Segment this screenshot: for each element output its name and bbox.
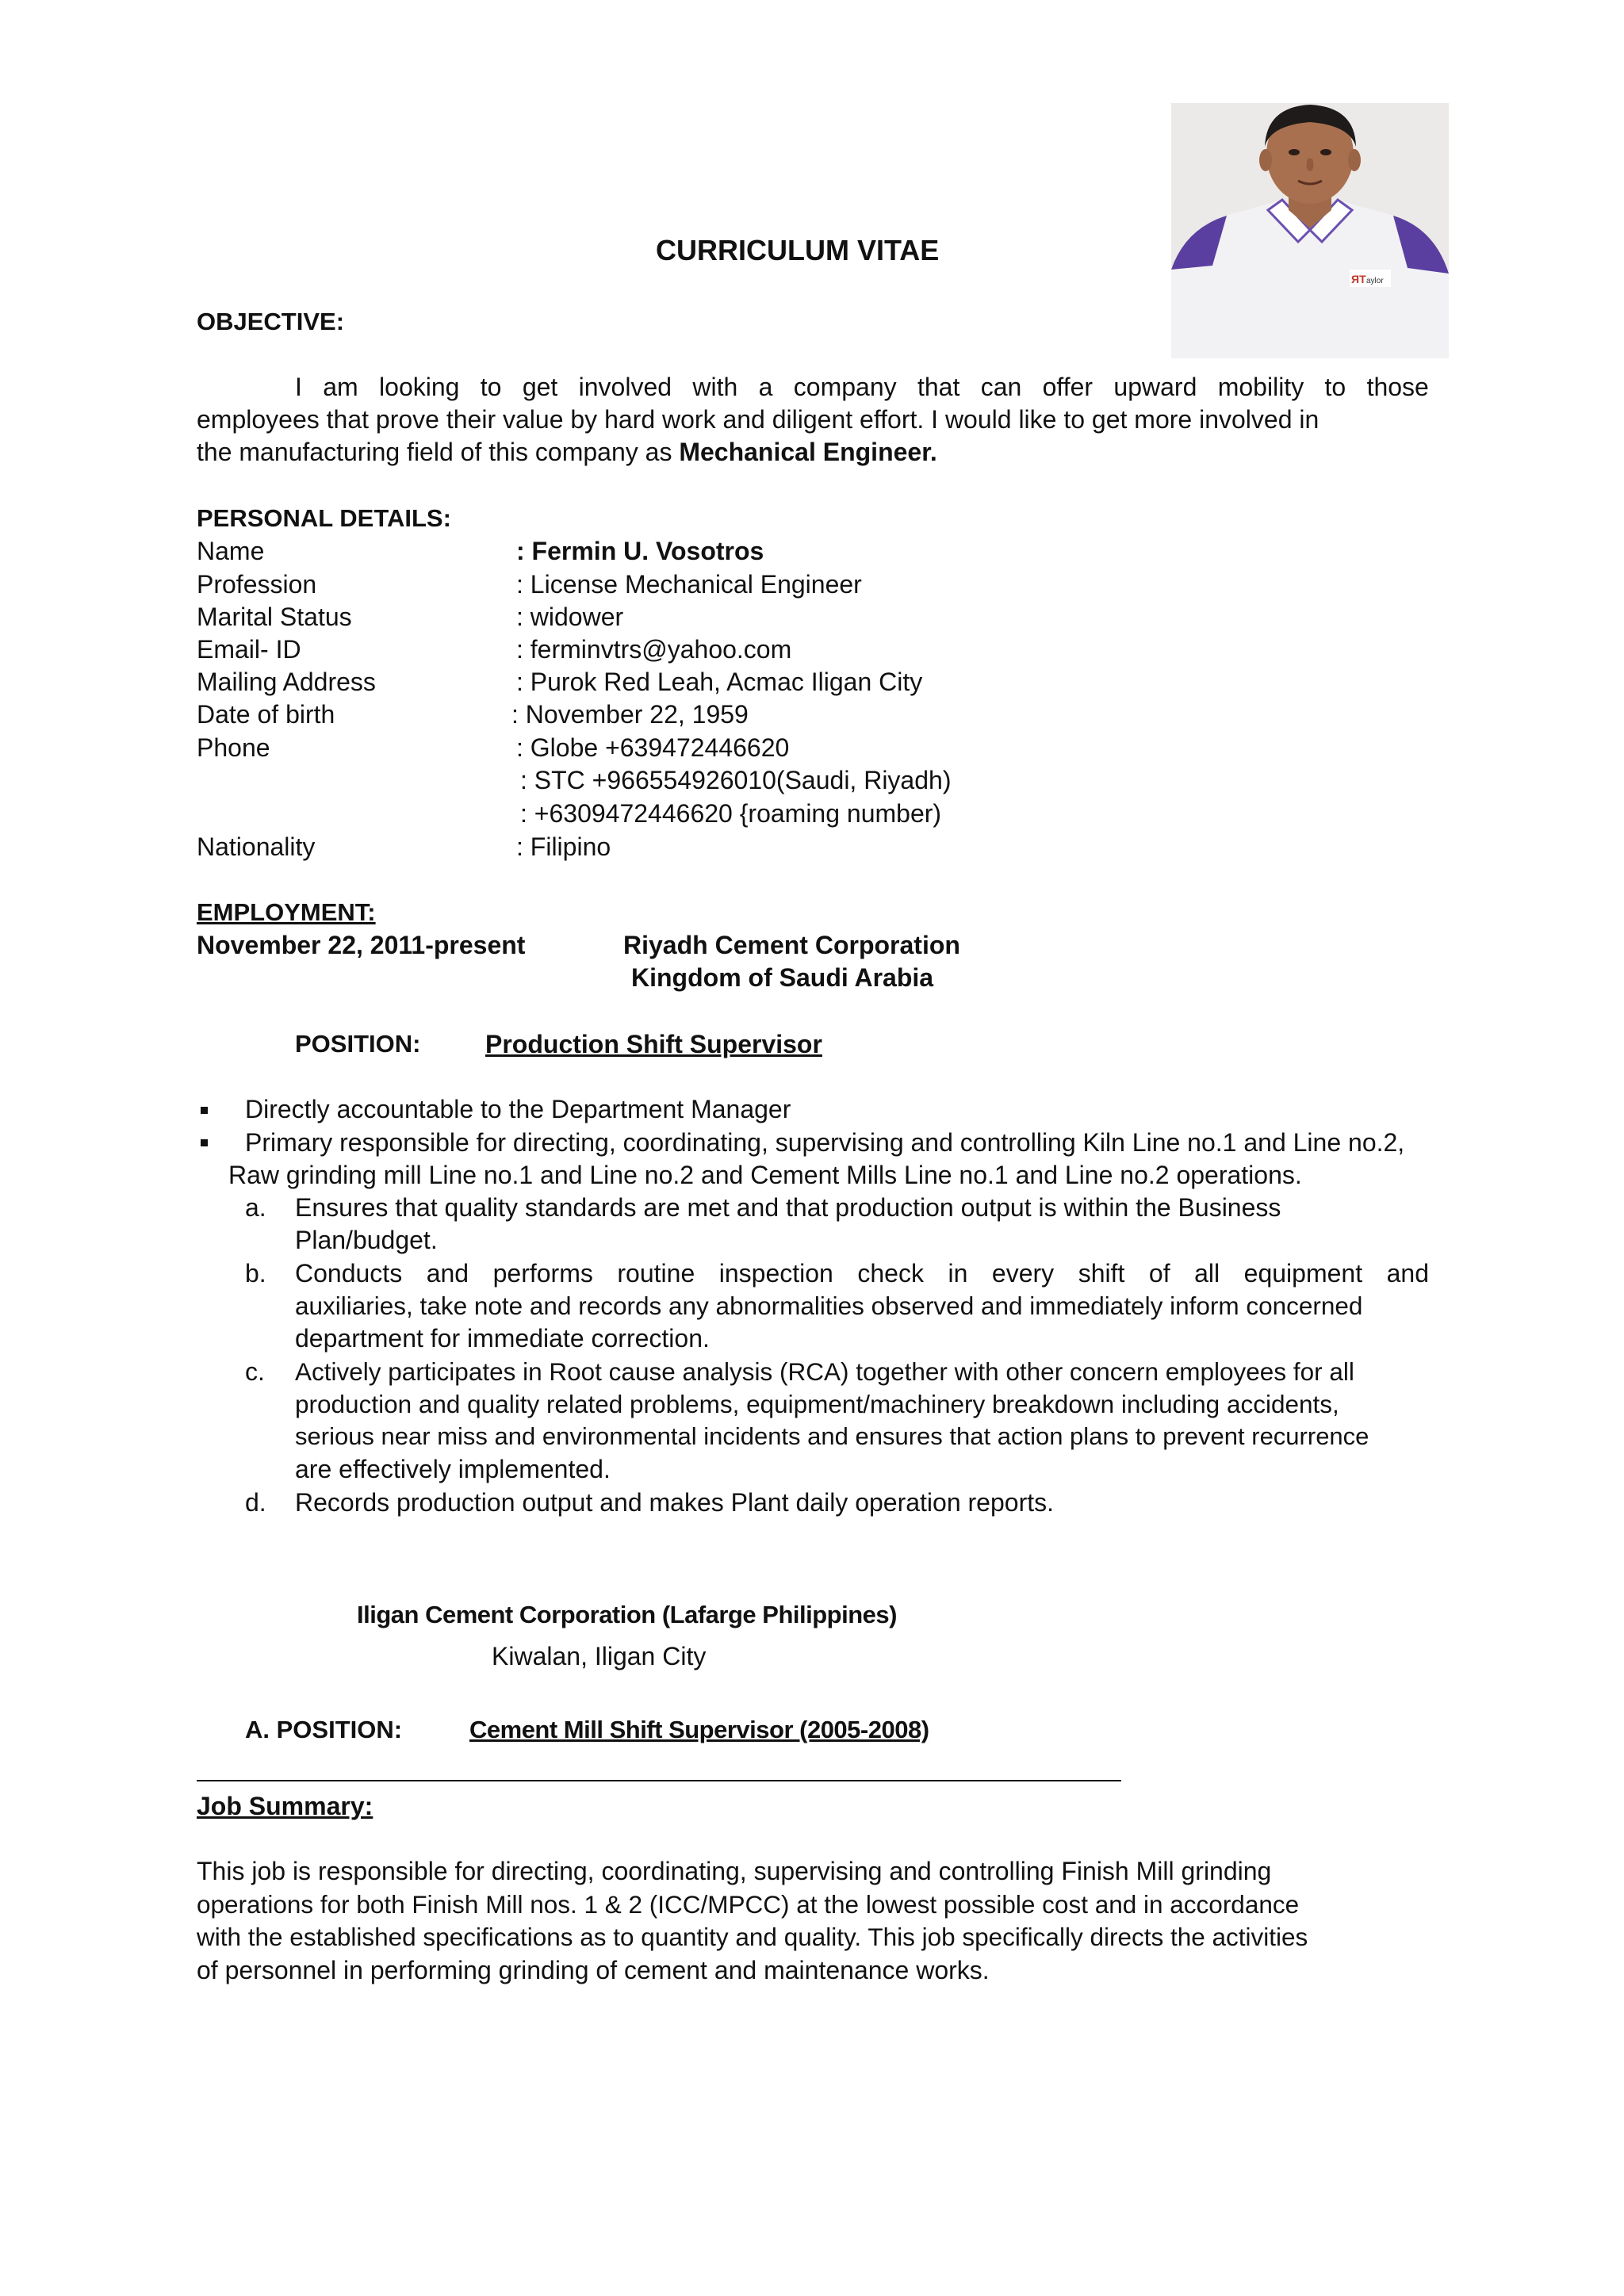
objective-role: Mechanical Engineer. <box>679 438 937 466</box>
detail-label-phone: Phone <box>197 733 270 762</box>
detail-value-phone-2: : STC +966554926010(Saudi, Riyadh) <box>520 766 952 794</box>
bullet-icon <box>201 1107 208 1114</box>
employment-heading: EMPLOYMENT: <box>197 898 376 926</box>
list-item-b-line-2: auxiliaries, take note and records any abnormalities observed and immediately inform concerned <box>295 1292 1363 1320</box>
job-summary-line-2: operations for both Finish Mill nos. 1 & 2 (ICC/MPCC) at the lowest possible cost and in accordance <box>197 1890 1300 1919</box>
portrait-photo-icon <box>1171 103 1449 358</box>
document-title: CURRICULUM VITAE <box>656 234 940 266</box>
detail-label-email: Email- ID <box>197 635 301 664</box>
detail-value-profession: : License Mechanical Engineer <box>516 570 862 599</box>
job1-bullet-2: Primary responsible for directing, coordinating, supervising and controlling Kiln Line no.1 and Line no.2, <box>245 1128 1405 1157</box>
job1-position-title: Production Shift Supervisor <box>485 1030 822 1058</box>
detail-value-marital-status: : widower <box>516 603 624 631</box>
job-summary-line-1: This job is responsible for directing, coordinating, supervising and controlling Finish Mill grinding <box>197 1857 1272 1885</box>
job1-position-label: POSITION: <box>295 1030 421 1058</box>
job2-position-title: Cement Mill Shift Supervisor (2005-2008) <box>469 1716 929 1743</box>
list-item-c-line-4: are effectively implemented. <box>295 1455 611 1483</box>
objective-line-3: the manufacturing field of this company as Mechanical Engineer. <box>197 438 937 466</box>
job1-company: Riyadh Cement Corporation <box>623 931 960 959</box>
detail-label-mailing-address: Mailing Address <box>197 668 376 696</box>
list-item-c-line-2: production and quality related problems, equipment/machinery breakdown including accidents, <box>295 1390 1339 1418</box>
svg-text:ЯT: ЯT <box>1351 273 1366 285</box>
job1-bullet-1: Directly accountable to the Department Manager <box>245 1095 791 1123</box>
job-summary-line-3: with the established specifications as to quantity and quality. This job specifically directs the activities <box>197 1923 1308 1951</box>
job2-position-label: A. POSITION: <box>245 1716 403 1743</box>
detail-label-nationality: Nationality <box>197 832 316 861</box>
list-item-b-line-1: Conducts and performs routine inspection check in every shift of all equipment and <box>295 1259 1429 1288</box>
detail-value-email: : ferminvtrs@yahoo.com <box>516 635 792 664</box>
list-marker-d: d. <box>245 1488 266 1517</box>
detail-value-mailing-address: : Purok Red Leah, Acmac Iligan City <box>516 668 923 696</box>
detail-value-nationality: : Filipino <box>516 832 611 861</box>
list-item-d-line-1: Records production output and makes Plant daily operation reports. <box>295 1488 1054 1517</box>
detail-value-date-of-birth: : November 22, 1959 <box>511 700 749 729</box>
detail-label-marital-status: Marital Status <box>197 603 352 631</box>
detail-value-phone-1: : Globe +639472446620 <box>516 733 790 762</box>
job2-location: Kiwalan, Iligan City <box>492 1642 707 1670</box>
job1-bullet-2-continued: Raw grinding mill Line no.1 and Line no.2 and Cement Mills Line no.1 and Line no.2 operations. <box>228 1161 1302 1189</box>
detail-label-profession: Profession <box>197 570 317 599</box>
profile-photo <box>1171 103 1449 358</box>
job2-company: Iligan Cement Corporation (Lafarge Philippines) <box>357 1601 897 1628</box>
detail-label-date-of-birth: Date of birth <box>197 700 335 729</box>
detail-label-name: Name <box>197 537 265 565</box>
job1-location: Kingdom of Saudi Arabia <box>631 963 934 992</box>
detail-value-name: : Fermin U. Vosotros <box>516 537 764 565</box>
detail-value-phone-3: : +6309472446620 {roaming number) <box>520 799 942 828</box>
svg-text:aylor: aylor <box>1366 277 1384 285</box>
section-divider <box>197 1780 1121 1781</box>
list-item-a-line-2: Plan/budget. <box>295 1226 438 1254</box>
list-item-c-line-1: Actively participates in Root cause analysis (RCA) together with other concern employees for all <box>295 1357 1354 1386</box>
list-marker-c: c. <box>245 1357 265 1386</box>
list-item-b-line-3: department for immediate correction. <box>295 1324 710 1353</box>
list-marker-b: b. <box>245 1259 266 1288</box>
list-item-a-line-1: Ensures that quality standards are met and that production output is within the Business <box>295 1193 1281 1222</box>
objective-line-1: I am looking to get involved with a company that can offer upward mobility to those <box>295 373 1429 401</box>
bullet-icon <box>201 1139 208 1146</box>
list-marker-a: a. <box>245 1193 266 1222</box>
personal-details-heading: PERSONAL DETAILS: <box>197 504 451 532</box>
job-summary-heading: Job Summary: <box>197 1792 373 1820</box>
objective-line-2: employees that prove their value by hard work and diligent effort. I would like to get more involved in <box>197 405 1320 434</box>
job-summary-line-4: of personnel in performing grinding of cement and maintenance works. <box>197 1956 990 1984</box>
objective-heading: OBJECTIVE: <box>197 308 345 335</box>
list-item-c-line-3: serious near miss and environmental incidents and ensures that action plans to prevent recurrence <box>295 1422 1369 1450</box>
job1-dates: November 22, 2011-present <box>197 931 526 959</box>
